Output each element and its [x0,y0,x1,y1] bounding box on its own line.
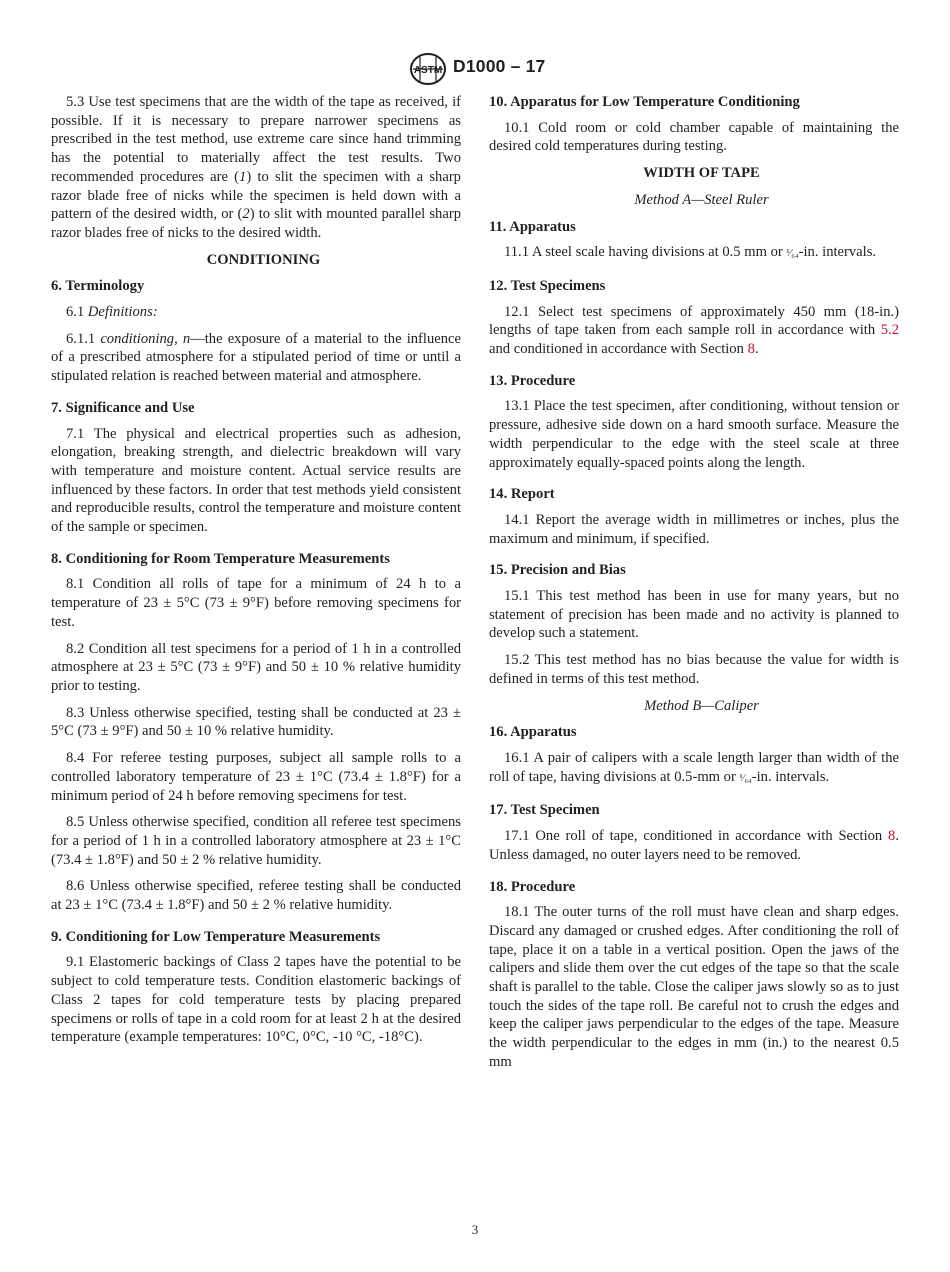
paragraph-6-1-1: 6.1.1 conditioning, n—the exposure of a material to the influence of a prescribed atmosphere for a stipulated period of time or until a stipulated relation is reached between material and atmosphere. [51,330,461,385]
section-8-link[interactable]: 8 [747,341,755,358]
section-5-2-link[interactable]: 5.2 [880,322,899,339]
paragraph-11-1: 11.1 A steel scale having divisions at 0.5 mm or ¹⁄₆₄-in. intervals. [504,244,877,261]
paragraph-8-1: 8.1 Condition all rolls of tape for a minimum of 24 h to a temperature of 23 ± 5°C (73 ± 9°F) before removing specimens for test. [51,576,461,630]
paragraph-8-6: 8.6 Unless otherwise specified, referee testing shall be conducted at 23 ± 1°C (73.4 ± 1.8°F) and 50 ± 2 % relative humidity. [51,878,461,914]
section-16-heading: 16. Apparatus [489,724,577,741]
section-9-heading: 9. Conditioning for Low Temperature Measurements [51,928,381,945]
section-17-heading: 17. Test Specimen [489,802,600,819]
section-6-heading: 6. Terminology [51,278,145,295]
paragraph-10-1: 10.1 Cold room or cold chamber capable of maintaining the desired cold temperatures during testing. [489,119,899,155]
page-header [0,52,950,86]
method-b-heading: Method B—Caliper [644,697,759,714]
section-18-heading: 18. Procedure [489,878,576,895]
paragraph-8-2: 8.2 Condition all test specimens for a period of 1 h in a controlled atmosphere at 23 ± 5°C (73 ± 9°F) and 50 ± 10 % relative humidity prior to testing. [51,640,461,694]
document-id: D1000 – 17 [453,56,546,76]
section-8-link[interactable]: 8 [888,828,896,845]
section-12-heading: 12. Test Specimens [489,277,606,294]
paragraph-6-1: 6.1 Definitions: [66,304,158,321]
section-10-heading: 10. Apparatus for Low Temperature Conditioning [489,94,800,110]
conditioning-heading: CONDITIONING [206,251,321,268]
paragraph-13-1: 13.1 Place the test specimen, after conditioning, without tension or pressure, adhesive side down on a hard smooth surface. Measure the width perpendicular to the edge with the steel scale at three approximately equally-spaced points along the length. [489,398,899,471]
paragraph-15-2: 15.2 This test method has no bias because the value for width is defined in terms of this test method. [489,652,899,687]
paragraph-15-1: 15.1 This test method has been in use for many years, but no statement of precision has been made and no activity is planned to develop such a statement. [489,588,899,642]
paragraph-8-4: 8.4 For referee testing purposes, subject all sample rolls to a controlled laboratory temperature of 23 ± 1°C (73.4 ± 1.8°F) for a minimum period of 24 h before removing specimens for test. [51,750,461,804]
astm-logo-icon [409,52,447,86]
right-column [489,93,899,1080]
paragraph-8-5: 8.5 Unless otherwise specified, condition all referee test specimens for a period of 1 h in a controlled laboratory atmosphere at 23 ± 1°C (73.4 ± 1.8°F) and 50 ± 2 % relative humidity. [51,814,461,868]
section-8-heading: 8. Conditioning for Room Temperature Measurements [51,550,390,567]
section-7-heading: 7. Significance and Use [51,399,195,416]
paragraph-9-1: 9.1 Elastomeric backings of Class 2 tapes have the potential to be subject to cold temperature tests. Condition elastomeric backings of Class 2 tapes for cold temperature tests by placing prepared specimens or rolls of tape in a cold room for at least 2 h at the desired temperature (example temperatures: 10°C, 0°C, -10 °C, -18°C). [51,954,461,1046]
paragraph-14-1: 14.1 Report the average width in millimetres or inches, plus the maximum and minimum, if specified. [489,511,899,547]
paragraph-8-3: 8.3 Unless otherwise specified, testing shall be conducted at 23 ± 5°C (73 ± 9°F) and 50 ± 10 % relative humidity. [51,704,461,740]
paragraph-5-3: 5.3 Use test specimens that are the width of the tape as received, if possible. If it is necessary to prepare narrower specimens as prescribed in the test method, use extreme care since hand trimming has the potential to materially affect the test results. Two recommended procedures are (1) to slit the specimen with a sharp razor blade free of nicks while the specimen is held down with a pattern of the desired width, or (2) to slit with mounted parallel sharp razor blades free of nicks to the desired width. [51,94,461,241]
paragraph-17-1: 17.1 One roll of tape, conditioned in accordance with Section 8. Unless damaged, no outer layers need to be removed. [489,828,899,863]
paragraph-12-1: 12.1 Select test specimens of approximately 450 mm (18-in.) lengths of tape taken from each sample roll in accordance with 5.2 and conditioned in accordance with Section 8. [489,303,899,358]
section-15-heading: 15. Precision and Bias [489,562,626,579]
svg-text:ASTM: ASTM [413,65,443,76]
paragraph-7-1: 7.1 The physical and electrical properties such as adhesion, elongation, breaking strength, and dielectric breakdown will vary with temperature and moisture content. Actual service results are influenced by these factors. In order that test methods yield consistent and reproducible results, control the temperature and moisture content of the sample or specimen. [51,425,461,536]
section-13-heading: 13. Procedure [489,372,576,389]
left-column [51,93,461,1055]
page-number: 3 [471,1222,479,1237]
method-a-heading: Method A—Steel Ruler [634,191,769,208]
section-11-heading: 11. Apparatus [489,218,576,235]
paragraph-18-1: 18.1 The outer turns of the roll must have clean and sharp edges. Discard any damaged or crushed edges. After conditioning the roll of tape, place it on a table in a vertical position. Open the jaws of the calipers and slide them over the cut edges of the tape so that the scale shaft is parallel to the table. Close the caliper jaws slowly so as to just touch the sides of the tape roll. Be careful not to crush the edges and keep the caliper jaws perpendicular to the edges of the tape. Measure the width perpendicular to the edges in mm (in.) to the nearest 0.5 mm [489,904,899,1070]
paragraph-16-1: 16.1 A pair of calipers with a scale length larger than width of the roll of tape, having divisions at 0.5-mm or ¹⁄₆₄-in. intervals. [489,749,899,785]
width-of-tape-heading: WIDTH OF TAPE [643,165,760,182]
section-14-heading: 14. Report [489,486,555,503]
